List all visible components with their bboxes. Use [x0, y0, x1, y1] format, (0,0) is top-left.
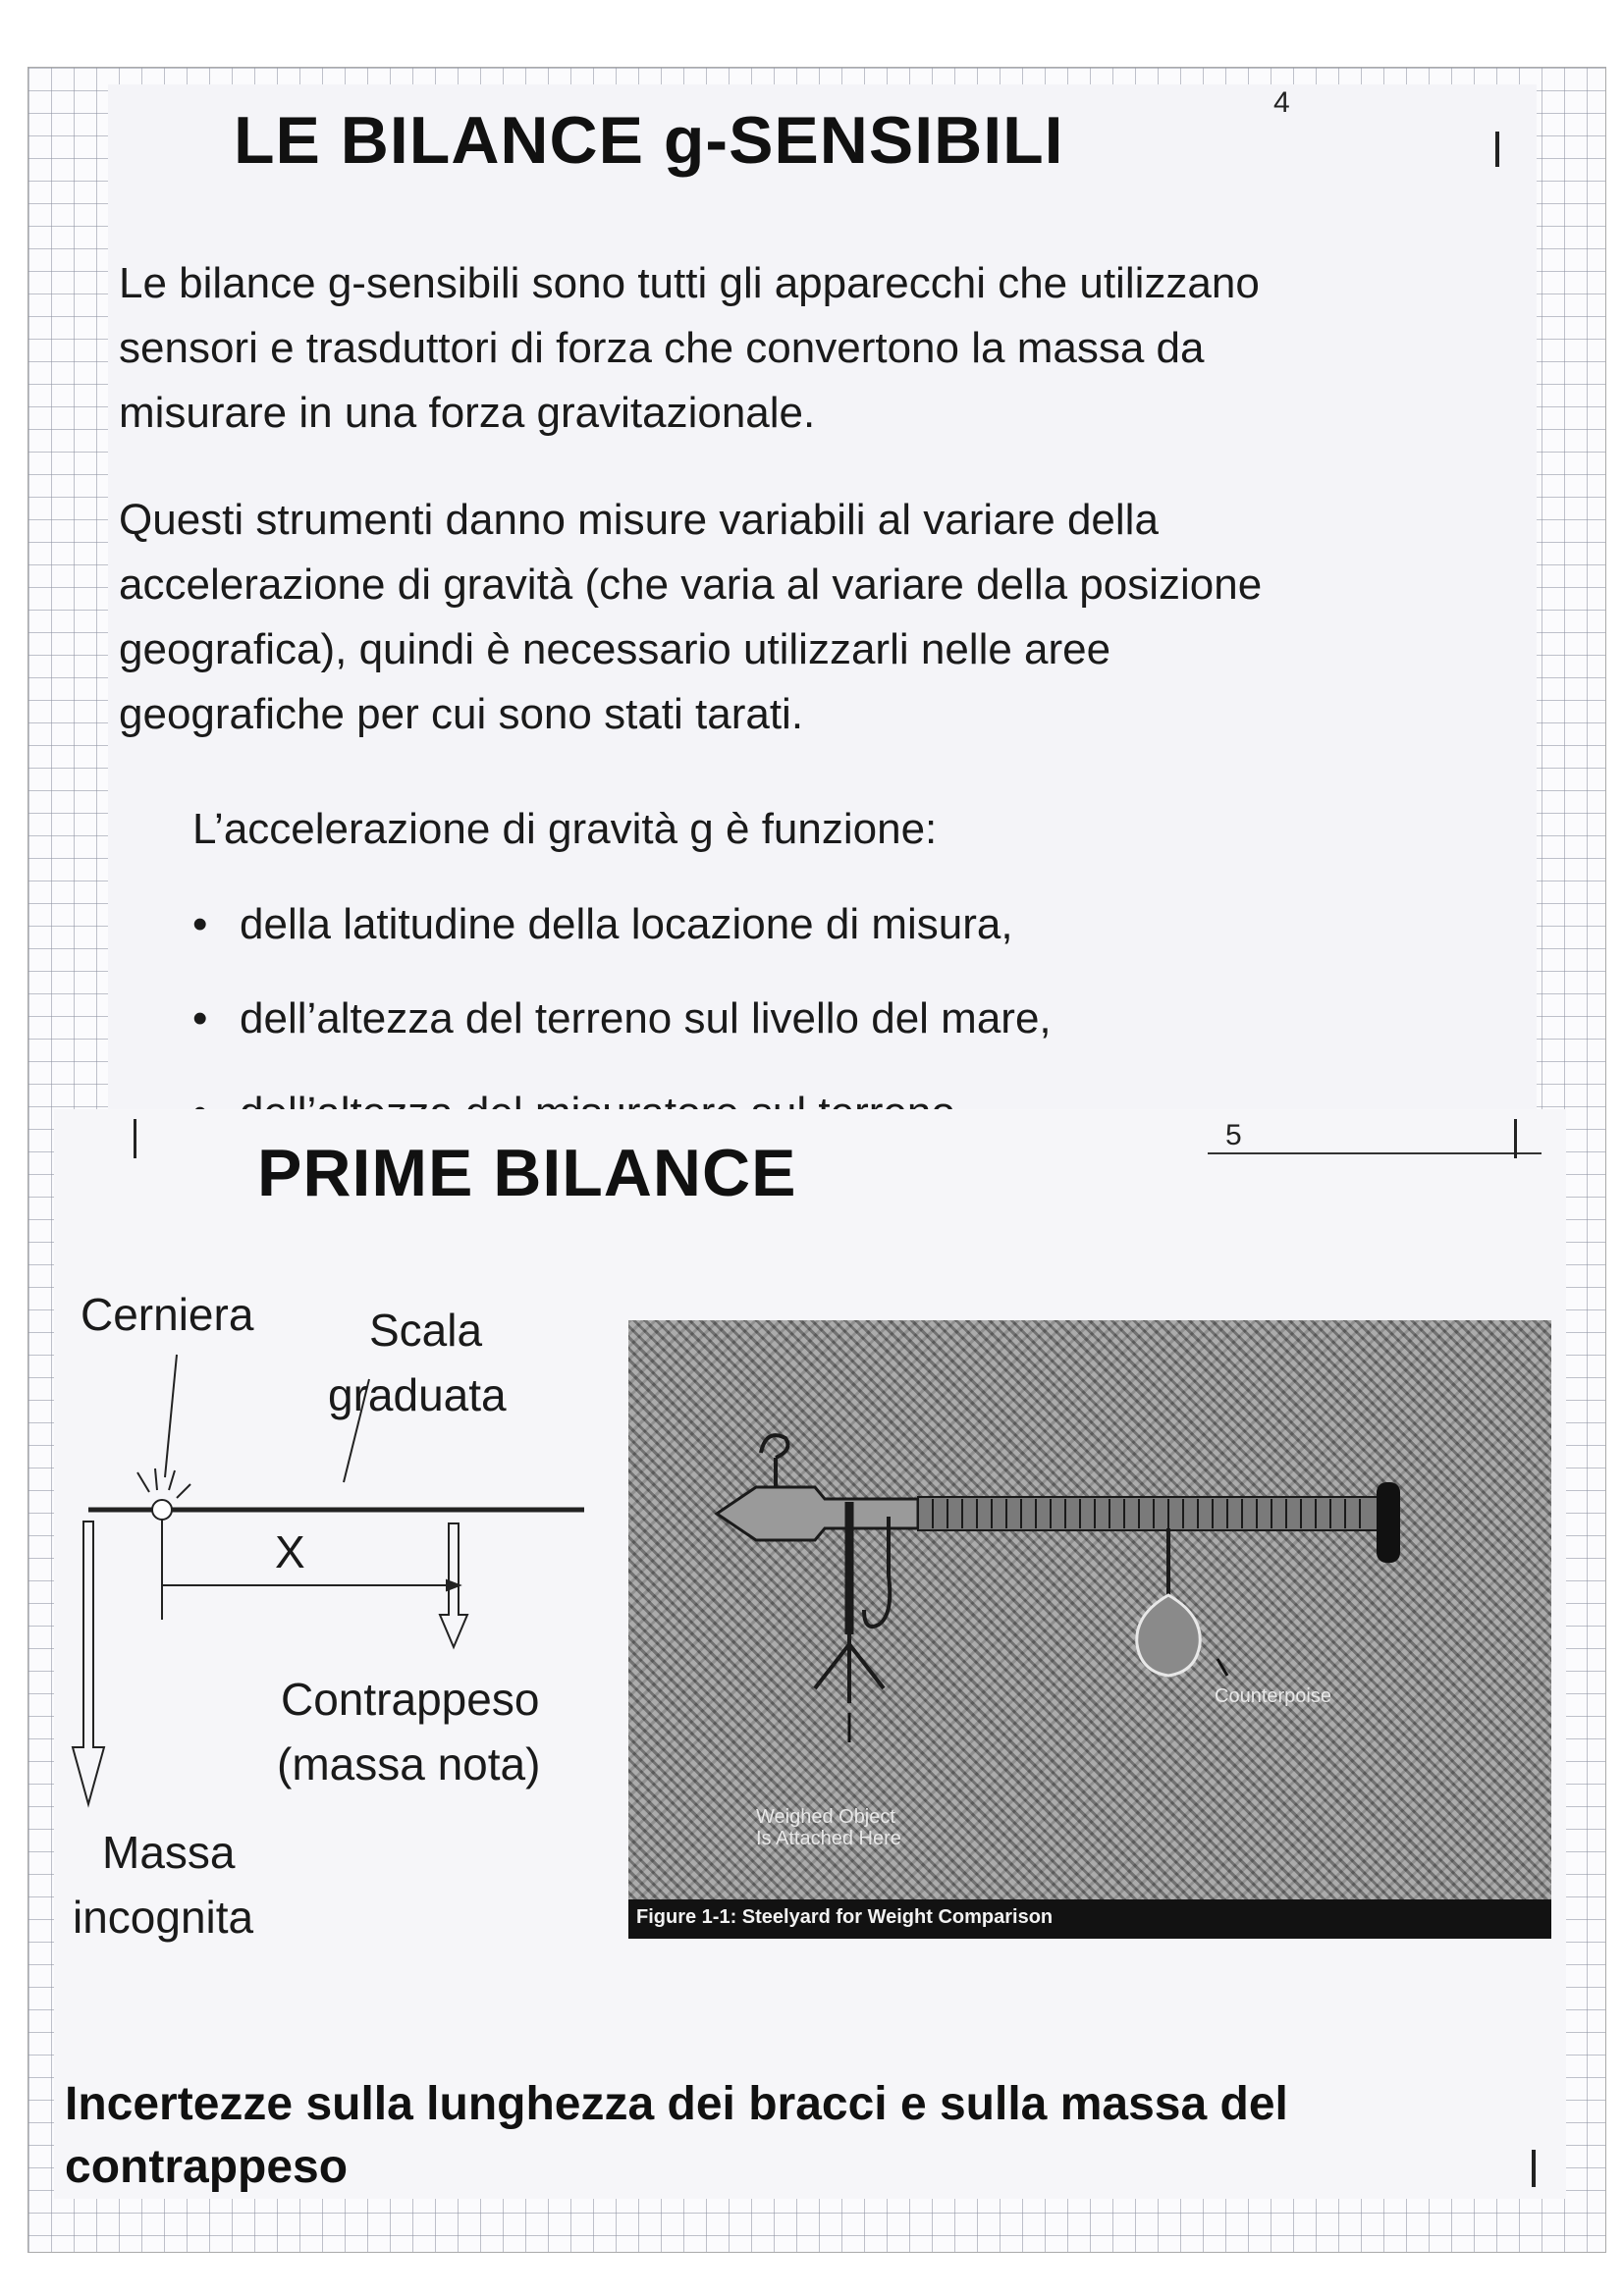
margin-mark: [134, 1119, 136, 1158]
list-item: [192, 995, 1052, 1090]
margin-mark: [1514, 1119, 1517, 1158]
margin-mark: [1495, 132, 1499, 167]
page-number-4: 4: [1273, 86, 1290, 119]
paragraph-1-line: misurare in una forza gravitazionale.: [119, 389, 816, 437]
scale-label-line-2: graduata: [328, 1369, 507, 1420]
footer-line-1: Incertezze sulla lunghezza dei bracci e sulla massa del: [65, 2078, 1288, 2130]
beam-end-knob: [1377, 1482, 1400, 1563]
hinge-ray: [137, 1472, 149, 1492]
scale-label-line-1: Scala: [369, 1305, 483, 1356]
unknown-mass-label-line-2: incognita: [73, 1892, 254, 1943]
counterweight-label-line-2: (massa nota): [277, 1738, 541, 1789]
margin-mark: [1532, 2150, 1536, 2187]
steelyard-figure: [628, 1320, 1551, 1939]
paragraph-2-line: accelerazione di gravità (che varia al variare della posizione: [119, 561, 1263, 609]
list-item-text: dell’altezza del terreno sul livello del mare,: [240, 994, 1052, 1042]
paragraph-2: [119, 488, 1262, 747]
figure-caption: Figure 1-1: Steelyard for Weight Comparison: [636, 1906, 1054, 1928]
figure-caption-bar: [628, 1899, 1551, 1939]
list-item-text: della latitudine della locazione di misura,: [240, 900, 1013, 948]
header-rule: [1208, 1152, 1542, 1154]
hinge-ray: [177, 1484, 190, 1498]
bottom-hook-icon: [815, 1634, 884, 1703]
slide-5-title: PRIME BILANCE: [257, 1136, 797, 1210]
bullet-icon: •: [192, 900, 208, 948]
paragraph-2-line: Questi strumenti danno misure variabili al variare della: [119, 496, 1159, 544]
paragraph-2-line: geografica), quindi è necessario utilizzarli nelle aree: [119, 625, 1111, 673]
paragraph-1: [119, 251, 1260, 446]
paragraph-1-line: sensori e trasduttori di forza che convertono la massa da: [119, 324, 1205, 372]
unknown-mass-arrow-icon: [73, 1522, 104, 1804]
page-number-5: 5: [1225, 1119, 1242, 1151]
bullet-icon: •: [192, 994, 208, 1042]
hinge-ray: [155, 1468, 157, 1490]
hinge-ray: [169, 1470, 175, 1490]
top-hook-icon: [761, 1435, 787, 1458]
paragraph-2-line: geografiche per cui sono stati tarati.: [119, 690, 804, 738]
paragraph-1-line: Le bilance g-sensibili sono tutti gli apparecchi che utilizzano: [119, 259, 1260, 307]
unknown-mass-label-line-1: Massa: [102, 1827, 236, 1878]
hinge-label: Cerniera: [81, 1289, 254, 1340]
counterpoise-label: Counterpoise: [1215, 1685, 1331, 1707]
counterpoise-bulb-icon: [1137, 1595, 1200, 1676]
hinge-pointer-line: [165, 1355, 177, 1477]
weighed-object-label-line-1: Weighed Object: [756, 1806, 895, 1828]
list-item: [192, 901, 1052, 995]
hinge-icon: [152, 1500, 172, 1520]
side-hook-icon: [864, 1517, 890, 1627]
footer-line-2: contrappeso: [65, 2141, 349, 2193]
slide-4-title: LE BILANCE g-SENSIBILI: [234, 103, 1064, 178]
gravity-intro: L’accelerazione di gravità g è funzione:: [192, 805, 938, 853]
weighed-object-label-line-2: Is Attached Here: [756, 1828, 901, 1849]
counterweight-label-line-1: Contrappeso: [281, 1674, 540, 1725]
distance-label: X: [275, 1526, 305, 1577]
